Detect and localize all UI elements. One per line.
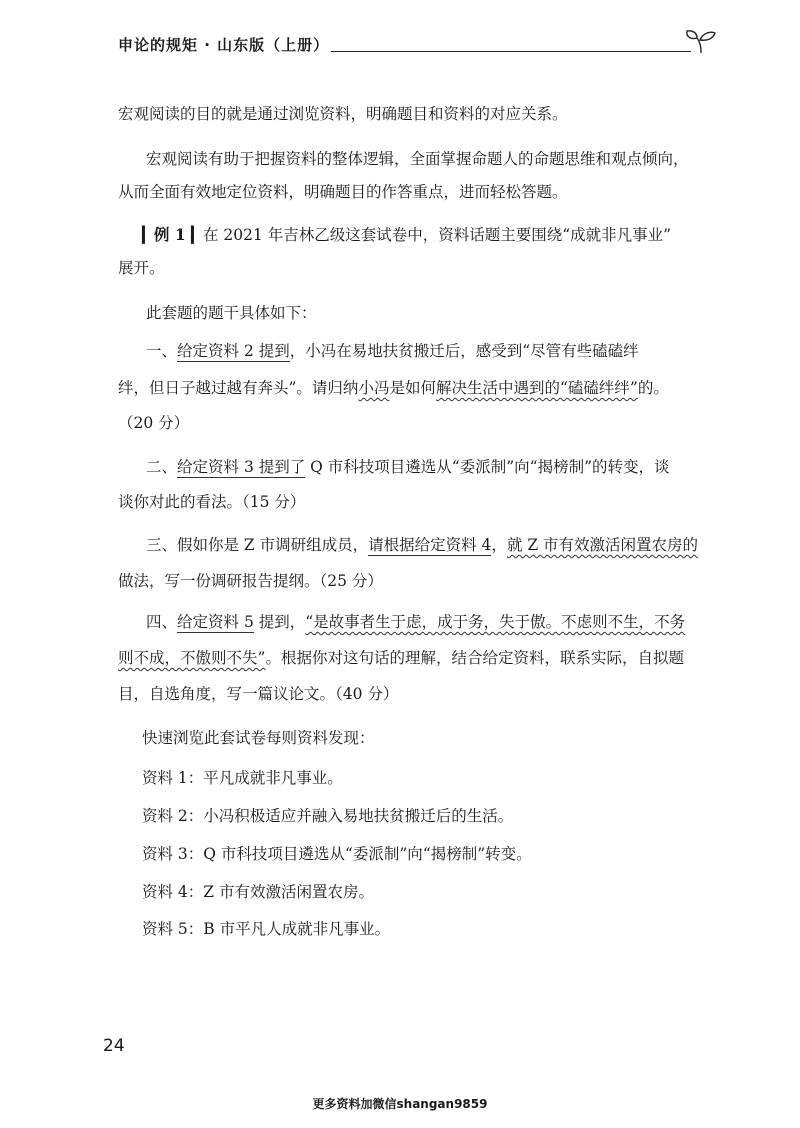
example-label: ▎例 1 ▎	[142, 225, 203, 244]
material-4: 资料 4：Z 市有效激活闲置农房。	[142, 883, 374, 901]
question-1: 一、给定资料 2 提到，小冯在易地扶贫搬迁后，感受到“尽管有些磕磕绊	[146, 342, 639, 360]
wavy-quote: 则不成，不傲则不失”	[118, 649, 266, 667]
example-text: 在 2021 年吉林乙级这套试卷中，资料话题主要围绕“成就非凡事业”	[202, 226, 672, 244]
example-1-line	[142, 217, 742, 253]
material-3: 资料 3：Q 市科技项目遴选从“委派制”向“揭榜制”转变。	[142, 845, 532, 863]
question-4-cont-2: 目，自选角度，写一篇议论文。（40 分）	[118, 685, 399, 703]
underline-material-ref: 给定资料 2 提到	[177, 342, 290, 360]
wavy-task: 解决生活中遇到的“磕磕绊绊”	[435, 379, 638, 397]
question-intro: 此套题的题干具体如下：	[146, 304, 317, 322]
material-5: 资料 5：B 市平凡人成就非凡事业。	[142, 920, 391, 938]
book-title: 申论的规矩 · 山东版（上册）	[118, 36, 330, 54]
running-header	[118, 30, 718, 60]
question-2: 二、给定资料 3 提到了 Q 市科技项目遴选从“委派制”向“揭榜制”的转变，谈	[146, 458, 670, 476]
question-2-cont: 谈你对此的看法。（15 分）	[118, 493, 306, 511]
paragraph-macro-purpose: 宏观阅读的目的就是通过浏览资料，明确题目和资料的对应关系。	[118, 105, 568, 123]
question-1-score: （20 分）	[118, 414, 190, 432]
underline-material-ref: 给定资料 5	[177, 613, 254, 631]
page-number: 24	[103, 1036, 125, 1056]
scan-intro: 快速浏览此套试卷每则资料发现：	[142, 729, 375, 747]
header-rule	[331, 51, 691, 52]
question-4: 四、给定资料 5 提到，“是故事者生于虑，成于务，失于傲。不虑则不生，不务	[146, 613, 686, 631]
wavy-subject: 小冯	[358, 379, 390, 397]
underline-material-ref: 给定资料 3 提到了	[177, 458, 306, 476]
question-4-cont: 则不成，不傲则不失”。根据你对这句话的理解，结合给定资料，联系实际，自拟题	[118, 649, 684, 667]
wavy-quote: “是故事者生于虑，成于务，失于傲。不虑则不生，不务	[305, 613, 686, 631]
material-1: 资料 1：平凡成就非凡事业。	[142, 769, 343, 787]
question-3-cont: 做法，写一份调研报告提纲。（25 分）	[118, 572, 383, 590]
question-3: 三、假如你是 Z 市调研组成员，请根据给定资料 4，就 Z 市有效激活闲置农房的	[146, 536, 699, 554]
underline-material-ref: 请根据给定资料 4	[368, 536, 492, 554]
paragraph-macro-benefit: 宏观阅读有助于把握资料的整体逻辑，全面掌握命题人的命题思维和观点倾向，	[146, 150, 689, 168]
material-2: 资料 2：小冯积极适应并融入易地扶贫搬迁后的生活。	[142, 807, 514, 825]
example-1-line-cont: 展开。	[118, 259, 165, 277]
question-1-cont: 绊，但日子越过越有奔头”。请归纳小冯是如何解决生活中遇到的“磕磕绊绊”的。	[118, 379, 669, 397]
sprout-icon	[684, 28, 718, 54]
footer-note: 更多资料加微信shangan9859	[312, 1097, 488, 1111]
wavy-task: 就 Z 市有效激活闲置农房的	[506, 536, 699, 554]
paragraph-macro-benefit-cont: 从而全面有效地定位资料，明确题目的作答重点，进而轻松答题。	[118, 183, 568, 201]
